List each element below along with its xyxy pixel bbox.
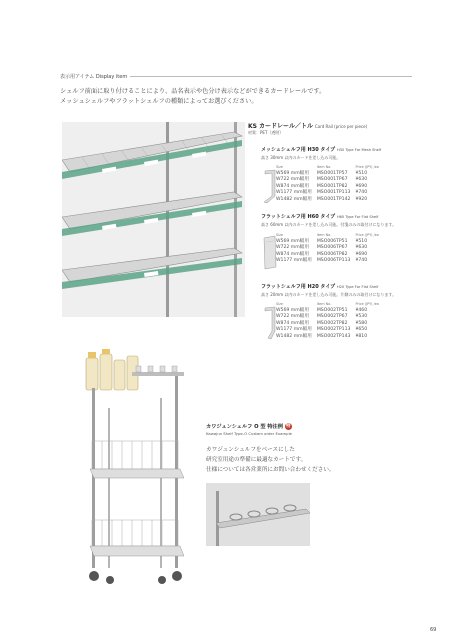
cart-photo [72, 348, 202, 598]
desc-line: 研究室用途の準備に最適なカートです。 [206, 457, 307, 463]
ks-title-jp: KS カードレール／トル [248, 123, 313, 130]
table-row: W1177 mm幅用 MSO002TP113 ¥650 [276, 327, 368, 332]
table-row: W1482 mm幅用 MSO001TP142 ¥920 [276, 196, 368, 202]
custom-example-title [206, 423, 292, 430]
table-row: W569 mm幅用 MSO001TP57 ¥510 [276, 170, 368, 176]
product-heading-jp: フラットシェルフ用 H60 タイプ [261, 214, 336, 220]
ks-card-rail-title [248, 121, 367, 130]
table-row: W1177 mm幅用 MSO001TP113 ¥740 [276, 190, 368, 195]
table-row: W569 mm幅用 MSO006TP51 ¥510 [276, 238, 368, 244]
col-item-no: Item No. [316, 165, 332, 169]
custom-example-title-text: カワジュンシェルフ O 型 特注例 [206, 424, 283, 430]
product-heading-h20 [261, 283, 378, 290]
section-label: 表示用アイテム Display item [60, 74, 128, 80]
col-item-no: Item No. [316, 302, 332, 306]
section-divider [130, 76, 412, 77]
product-heading-h60 [261, 213, 378, 220]
col-price: Price (JPY) /ea [355, 302, 379, 306]
col-size: Size [276, 302, 283, 306]
wire-shelf-illustration [62, 122, 245, 317]
table-row: W874 mm幅用 MSO002TP82 ¥580 [276, 320, 368, 326]
shelf-photo [62, 122, 245, 317]
intro-line: メッシュシェルフやフラットシェルフの種類によってお選びください。 [60, 98, 258, 105]
col-item-no: Item No. [316, 233, 332, 237]
desc-line: 仕様については各営業所にお問い合わせください。 [206, 467, 335, 473]
col-price: Price (JPY) /ea [355, 165, 379, 169]
bottle-holder-illustration [206, 483, 310, 546]
product-heading-jp: メッシュシェルフ用 H30 タイプ [261, 147, 336, 153]
product-heading-en: H60 Type For Flat Shelf [336, 215, 379, 219]
intro-text [60, 87, 325, 107]
product-heading-jp: フラットシェルフ用 H20 タイプ [261, 284, 336, 290]
intro-line: シェルフ前面に取り付けることにより、品名表示や色分け表示などができるカードレールです。 [60, 88, 326, 95]
table-row: W722 mm幅用 MSO001TP67 ¥630 [276, 177, 368, 182]
table-row: W722 mm幅用 MSO002TP67 ¥530 [276, 314, 368, 319]
product-table-h20 [276, 301, 384, 340]
product-heading-en: H20 Type For Flat Shelf [336, 285, 379, 289]
product-heading-en: H30 Type For Mesh Shelf [336, 148, 382, 152]
product-table-h30 [276, 164, 384, 203]
custom-example-desc [206, 445, 335, 475]
table-row: W1482 mm幅用 MSO002TP143 ¥810 [276, 333, 368, 339]
table-row: W569 mm幅用 MSO002TP51 ¥460 [276, 307, 368, 313]
col-size: Size [276, 233, 283, 237]
col-size: Size [276, 165, 283, 169]
table-row: W874 mm幅用 MSO001TP82 ¥690 [276, 183, 368, 189]
ks-material: 材質：PET（透明） [248, 130, 284, 135]
product-desc-h20: 高さ 20mm 以内のカードを差し込み可能。片側のみの取付けになります。 [261, 292, 397, 297]
product-desc-h30: 高さ 30mm 以内のカードを差し込み可能。 [261, 155, 341, 160]
product-heading-h30 [261, 146, 381, 153]
custom-example-title-en: Kawajun Shelf Type-O Custom order Example [206, 431, 292, 436]
desc-line: カワジュンシェルフをベースにした [206, 447, 295, 453]
table-row: W1177 mm幅用 MSO006TP113 ¥740 [276, 258, 368, 263]
page-number: 69 [430, 627, 437, 633]
product-desc-h60: 高さ 60mm 以内のカードを差し込み可能。付箋のみの取付けになります。 [261, 222, 397, 227]
bottle-holder-photo [206, 483, 310, 546]
custom-order-badge: 特 [286, 424, 291, 429]
table-row: W874 mm幅用 MSO006TP82 ¥690 [276, 251, 368, 257]
table-row: W722 mm幅用 MSO006TP67 ¥630 [276, 245, 368, 250]
product-table-h60 [276, 232, 384, 265]
ks-title-en: Card Rail (price per piece) [314, 124, 368, 129]
lab-cart-illustration [72, 348, 202, 598]
col-price: Price (JPY) /ea [355, 233, 379, 237]
